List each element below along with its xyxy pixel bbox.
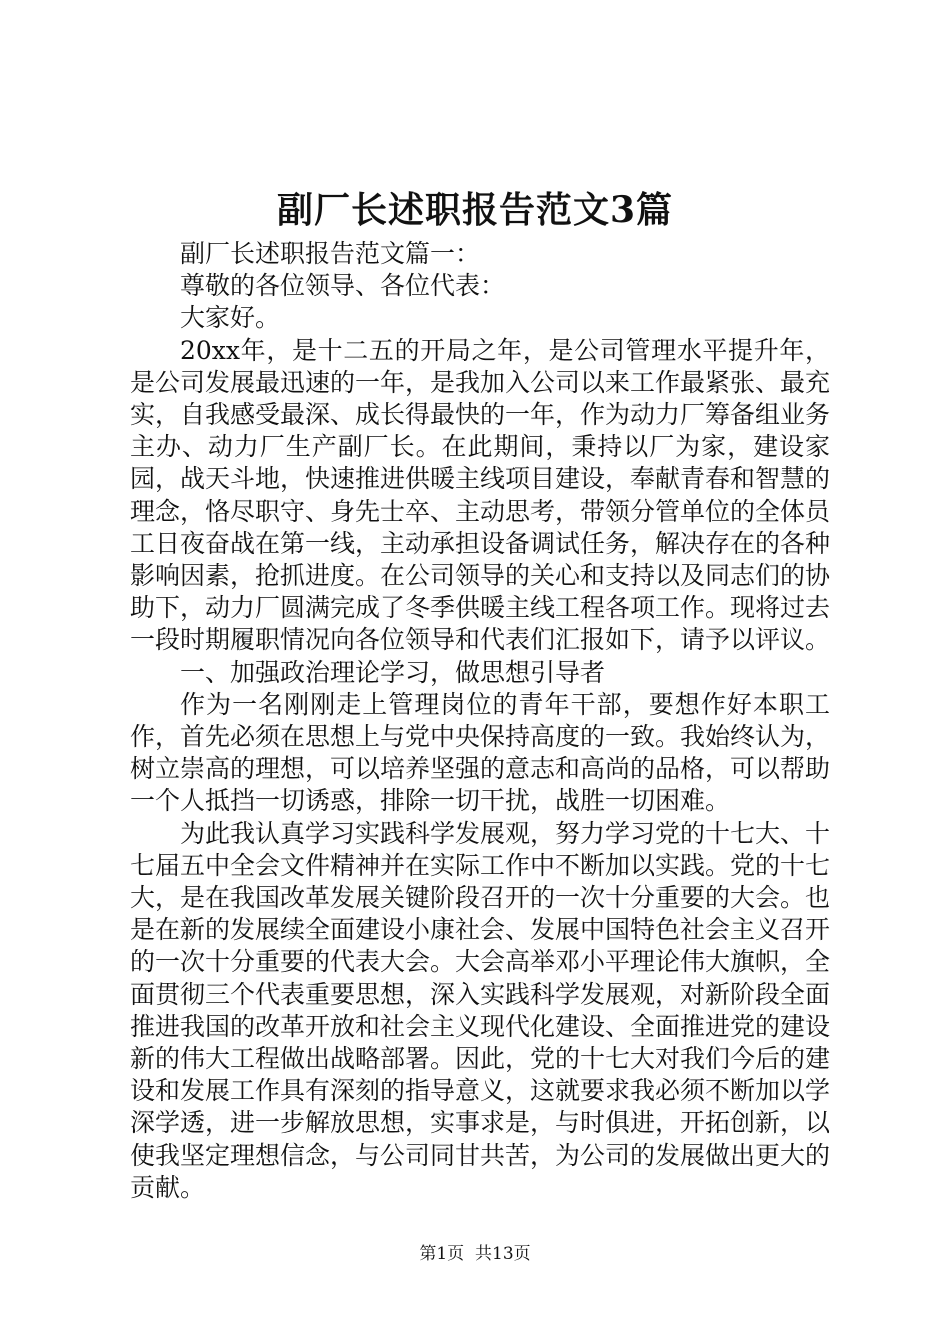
page-number: 第1页	[419, 1244, 465, 1264]
page-total: 共13页	[475, 1244, 531, 1264]
paragraph-section-heading: 副厂长述职报告范文篇一：	[180, 239, 481, 268]
paragraph-greeting: 大家好。	[180, 303, 281, 333]
document-body	[130, 238, 830, 1204]
page-footer	[0, 1242, 950, 1266]
paragraph-subheading-1: 一、加强政治理论学习，做思想引导者	[180, 657, 606, 687]
paragraph-salutation: 尊敬的各位领导、各位代表：	[180, 271, 506, 301]
paragraph-body-1: 作为一名刚刚走上管理岗位的青年干部，要想作好本职工作，首先必须在思想上与党中央保持高度的一致。我始终认为，树立崇高的理想，可以培养坚强的意志和高尚的品格，可以帮助一个人抵挡一切诱惑，排除一切干扰，战胜一切困难。	[130, 689, 831, 816]
document-title: 副厂长述职报告范文3篇	[276, 189, 674, 231]
paragraph-body-2: 为此我认真学习实践科学发展观，努力学习党的十七大、十七届五中全会文件精神并在实际工作中不断加以实践。党的十七大，是在我国改革发展关键阶段召开的一次十分重要的大会。也是在新的发展续全面建设小康社会、发展中国特色社会主义召开的一次十分重要的代表大会。大会高举邓小平理论伟大旗帜，全面贯彻三个代表重要思想，深入实践科学发展观，对新阶段全面推进我国的改革开放和社会主义现代化建设、全面推进党的建设新的伟大工程做出战略部署。因此，党的十七大对我们今后的建设和发展工作具有深刻的指导意义，这就要求我必须不断加以学深学透，进一步解放思想，实事求是，与时俱进，开拓创新，以使我坚定理想信念，与公司同甘共苦，为公司的发展做出更大的贡献。	[130, 818, 831, 1202]
paragraph-introduction: 20xx年，是十二五的开局之年，是公司管理水平提升年，是公司发展最迅速的一年，是我加入公司以来工作最紧张、最充实，自我感受最深、成长得最快的一年，作为动力厂筹备组业务主办、动力厂生产副厂长。在此期间，秉持以厂为家，建设家园，战天斗地，快速推进供暖主线项目建设，奉献青春和智慧的理念，恪尽职守、身先士卒、主动思考，带领分管单位的全体员工日夜奋战在第一线，主动承担设备调试任务，解决存在的各种影响因素，抢抓进度。在公司领导的关心和支持以及同志们的协助下，动力厂圆满完成了冬季供暖主线工程各项工作。现将过去一段时期履职情况向各位领导和代表们汇报如下，请予以评议。	[130, 335, 831, 655]
